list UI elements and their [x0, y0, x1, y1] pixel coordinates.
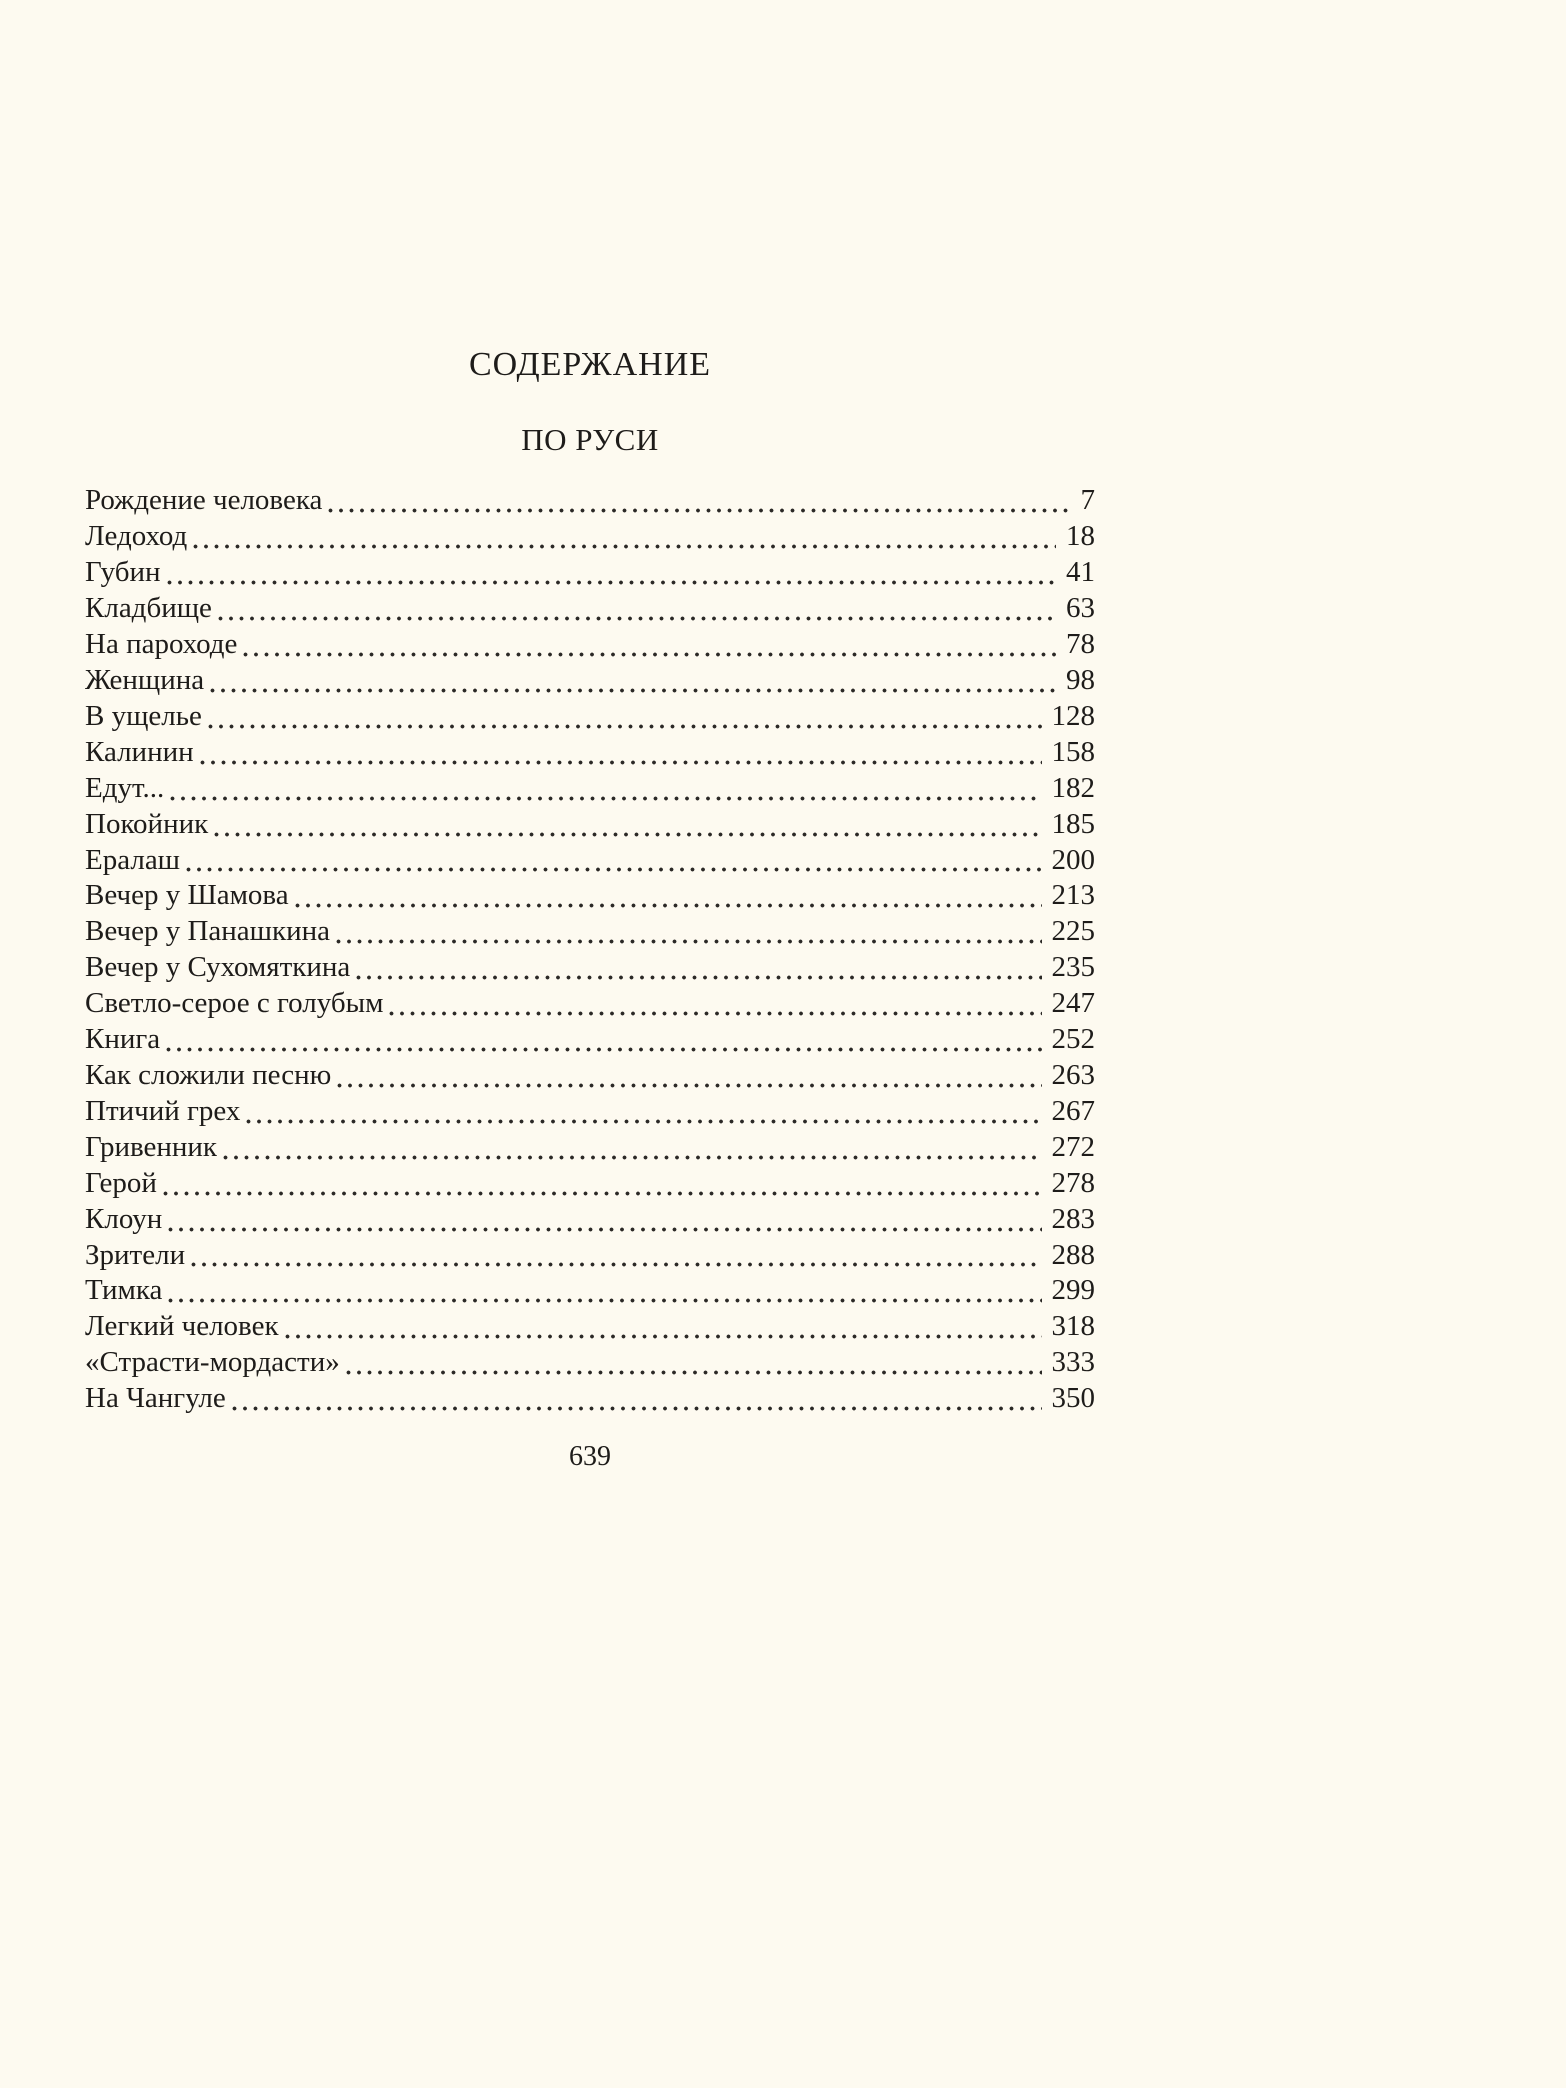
dotted-leader	[218, 616, 1056, 621]
dotted-leader	[337, 1083, 1041, 1088]
toc-entry	[85, 1381, 1095, 1417]
dotted-leader	[295, 903, 1042, 908]
toc-entry	[85, 1309, 1095, 1345]
toc-entry	[85, 483, 1095, 519]
dotted-leader	[163, 1191, 1042, 1196]
toc-entry-title: Губин	[85, 556, 161, 589]
toc-entry-page-number: 213	[1051, 879, 1095, 912]
dotted-leader	[208, 724, 1042, 729]
toc-list	[85, 483, 1095, 1417]
toc-entry-title: Калинин	[85, 735, 194, 768]
toc-entry	[85, 807, 1095, 843]
toc-entry	[85, 699, 1095, 735]
dotted-leader	[170, 796, 1041, 801]
toc-entry-page-number: 247	[1051, 987, 1095, 1020]
dotted-leader	[167, 580, 1056, 585]
toc-entry-title: Тимка	[85, 1274, 163, 1307]
contents-heading: СОДЕРЖАНИЕ	[468, 346, 712, 383]
toc-entry	[85, 1202, 1095, 1238]
dotted-leader	[232, 1406, 1042, 1411]
dotted-leader	[243, 652, 1056, 657]
dotted-leader	[168, 1227, 1041, 1232]
toc-entry	[85, 771, 1095, 807]
dotted-leader	[285, 1334, 1042, 1339]
toc-entry-page-number: 128	[1051, 699, 1095, 732]
page-content	[85, 0, 1095, 1473]
toc-entry-page-number: 267	[1051, 1094, 1095, 1127]
dotted-leader	[246, 1119, 1041, 1124]
toc-entry	[85, 1345, 1095, 1381]
section-heading: ПО РУСИ	[521, 422, 659, 458]
toc-entry-title: Женщина	[85, 664, 205, 697]
dotted-leader	[356, 975, 1041, 980]
toc-entry-title: «Страсти-мордасти»	[85, 1346, 340, 1379]
toc-entry	[85, 1273, 1095, 1309]
toc-entry-page-number: 98	[1066, 664, 1095, 697]
toc-entry-page-number: 333	[1051, 1346, 1095, 1379]
toc-entry-title: Легкий человек	[85, 1310, 279, 1343]
toc-entry	[85, 627, 1095, 663]
toc-entry	[85, 1022, 1095, 1058]
dotted-leader	[186, 867, 1041, 872]
dotted-leader	[214, 832, 1041, 837]
toc-entry-page-number: 63	[1066, 592, 1095, 625]
toc-entry-page-number: 263	[1051, 1058, 1095, 1091]
toc-entry	[85, 519, 1095, 555]
dotted-leader	[168, 1298, 1041, 1303]
toc-entry-title: Клоун	[85, 1202, 163, 1235]
toc-entry	[85, 914, 1095, 950]
toc-entry-title: Герой	[85, 1166, 157, 1199]
toc-entry-title: На Чангуле	[85, 1382, 226, 1415]
toc-entry	[85, 1238, 1095, 1274]
toc-entry-title: В ущелье	[85, 699, 202, 732]
toc-entry-title: Книга	[85, 1023, 161, 1056]
dotted-leader	[389, 1011, 1041, 1016]
toc-entry-page-number: 350	[1051, 1382, 1095, 1415]
toc-entry-page-number: 41	[1066, 556, 1095, 589]
toc-entry	[85, 663, 1095, 699]
toc-entry-title: Едут...	[85, 771, 165, 804]
toc-entry-title: Рождение человека	[85, 484, 323, 517]
toc-entry	[85, 1166, 1095, 1202]
toc-entry-title: Вечер у Панашкина	[85, 915, 330, 948]
toc-entry	[85, 878, 1095, 914]
toc-entry-title: Светло-серое с голубым	[85, 987, 384, 1020]
toc-entry-page-number: 18	[1066, 520, 1095, 553]
toc-entry-page-number: 182	[1051, 771, 1095, 804]
toc-entry-page-number: 158	[1051, 735, 1095, 768]
toc-entry	[85, 555, 1095, 591]
toc-entry-page-number: 252	[1051, 1023, 1095, 1056]
toc-entry	[85, 591, 1095, 627]
toc-entry-page-number: 299	[1051, 1274, 1095, 1307]
toc-entry-page-number: 235	[1051, 951, 1095, 984]
toc-entry-title: Вечер у Шамова	[85, 879, 289, 912]
toc-entry-page-number: 283	[1051, 1202, 1095, 1235]
dotted-leader	[210, 688, 1056, 693]
toc-entry-title: Вечер у Сухомяткина	[85, 951, 351, 984]
toc-entry-page-number: 7	[1080, 484, 1095, 517]
toc-entry-title: Зрители	[85, 1238, 186, 1271]
toc-entry	[85, 986, 1095, 1022]
toc-entry-page-number: 288	[1051, 1238, 1095, 1271]
toc-entry-title: Ледоход	[85, 520, 188, 553]
toc-entry-title: Гривенник	[85, 1130, 218, 1163]
toc-entry-title: Птичий грех	[85, 1094, 241, 1127]
toc-entry-page-number: 225	[1051, 915, 1095, 948]
dotted-leader	[346, 1370, 1042, 1375]
toc-entry	[85, 1094, 1095, 1130]
toc-entry	[85, 950, 1095, 986]
toc-entry-title: Кладбище	[85, 592, 212, 625]
dotted-leader	[191, 1262, 1041, 1267]
dotted-leader	[200, 760, 1042, 765]
toc-entry-title: Ералаш	[85, 843, 181, 876]
dotted-leader	[336, 939, 1042, 944]
toc-entry-page-number: 272	[1051, 1130, 1095, 1163]
toc-entry	[85, 735, 1095, 771]
toc-entry-page-number: 185	[1051, 807, 1095, 840]
toc-entry	[85, 843, 1095, 879]
toc-entry-title: Покойник	[85, 807, 209, 840]
toc-entry-page-number: 200	[1051, 843, 1095, 876]
toc-entry-title: На пароходе	[85, 628, 238, 661]
toc-entry-title: Как сложили песню	[85, 1058, 332, 1091]
toc-entry-page-number: 318	[1051, 1310, 1095, 1343]
page-number: 639	[569, 1441, 611, 1473]
toc-entry	[85, 1058, 1095, 1094]
toc-entry-page-number: 278	[1051, 1166, 1095, 1199]
toc-entry-page-number: 78	[1066, 628, 1095, 661]
toc-entry	[85, 1130, 1095, 1166]
dotted-leader	[193, 544, 1056, 549]
dotted-leader	[166, 1047, 1041, 1052]
dotted-leader	[223, 1155, 1041, 1160]
dotted-leader	[328, 508, 1070, 513]
